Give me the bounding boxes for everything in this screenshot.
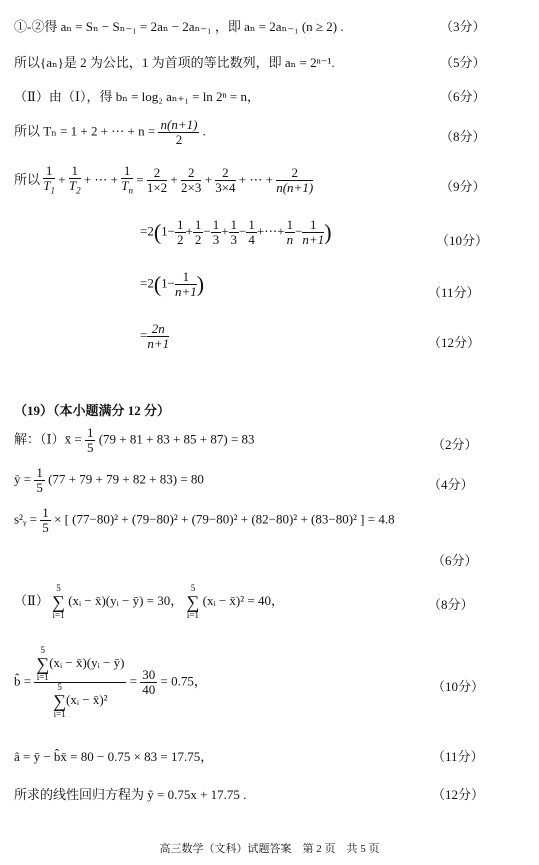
q19-score-6: （11分） [432,749,484,764]
page-footer: 高三数学（文科）试题答案 第 2 页 共 5 页 [159,843,380,855]
q19-line-3: s²ᵧ = $\frac{1}{5}$ × [ (77−80)² + (79−80)² + (79−80)² + (82−80)² + (83−80)² ] = 4.8 [14,505,395,535]
q19-line-6: â = ȳ − b̂x̄ = 80 − 0.75 × 83 = 17.75， [14,749,214,764]
q19-score-3: （6分） [432,553,478,568]
score-line-8: （12分） [428,335,481,350]
q19-score-1: （2分） [432,437,478,452]
line-7: =2(1− $\frac{1}{n+1}$ ) [140,269,205,299]
score-line-5: （9分） [440,179,486,194]
sigma-1: 5 ∑ i=1 [52,583,65,620]
line-5: 所以 $\frac{1}{T_1}$ + $\frac{1}{T_2}$ + ⋯ + $\frac{1}{T_n}$ = $\frac{2}{1\times 2}$ + $\frac{2}{2\times 3}$ + $\frac{2}{3\times 4}$ + ⋯ + $\frac{2}{n(n+1)}$ [14,163,314,196]
q19-score-7: （12分） [432,787,485,802]
q19-line-4: （Ⅱ） 5 ∑ i=1 (xᵢ − x̄)(yᵢ − ȳ) = 30， 5 ∑ i=1 (xᵢ − x̄)² = 40， [14,583,284,620]
score-line-7: （11分） [428,285,480,300]
line-1: ①-②得 aₙ = Sₙ − Sₙ₋₁ = 2aₙ − 2aₙ₋₁ ，即 aₙ = 2aₙ₋₁ (n ≥ 2) . [14,19,344,34]
line-4-prefix: 所以 Tₙ = 1 + 2 + ⋯ + n = [14,123,156,139]
sigma-2: 5 ∑ i=1 [186,583,200,620]
q19-line-1: 解：（Ⅰ）x̄ = $\frac{1}{5}$ (79 + 81 + 83 + 85 + 87) = 83 [14,425,255,455]
line-4-denominator: 2 [175,132,183,147]
score-line-1: （3分） [440,19,486,34]
score-line-2: （5分） [440,55,486,70]
q19-score-2: （4分） [428,477,474,492]
score-line-4: （8分） [440,129,486,144]
q19-heading: （19）（本小题满分 12 分） [14,403,171,418]
line-6: =2(1− $\frac{1}{2}$ + $\frac{1}{2}$ − $\frac{1}{3}$ + $\frac{1}{3}$ − $\frac{1}{4}$ +⋯+ $\frac{1}{n}$ − $\frac{1}{n+1}$ ) [140,217,332,247]
line-5-prefix: 所以 [14,171,41,187]
line-2: 所以{aₙ}是 2 为公比，1 为首项的等比数列，即 aₙ = 2ⁿ⁻¹. [14,55,335,70]
line-4-suffix: . [202,123,206,139]
score-line-3: （6分） [440,89,486,104]
line-4-fraction [158,118,199,147]
score-line-6: （10分） [436,233,489,248]
line-3: （Ⅱ）由（Ⅰ），得 bₙ = log₂ aₙ₊₁ = ln 2ⁿ = n， [14,89,260,104]
q19-line-2: ȳ = $\frac{1}{5}$ (77 + 79 + 79 + 82 + 83) = 80 [14,465,204,495]
q19-score-5: （10分） [432,679,485,694]
line-4 [14,118,206,147]
q19-line-7: 所求的线性回归方程为 ŷ = 0.75x + 17.75 . [14,787,247,802]
line-4-numerator: n(n+1) [160,117,198,132]
q19-score-4: （8分） [428,597,474,612]
line-8: = $\frac{2n}{n+1}$ [140,321,170,351]
q19-line-5: b̂ = 5 ∑ i=1(xᵢ − x̄)(yᵢ − ȳ) 5 ∑ i=1(xᵢ − x̄)² = $\frac{30}{40}$ = 0.75， [14,645,207,719]
